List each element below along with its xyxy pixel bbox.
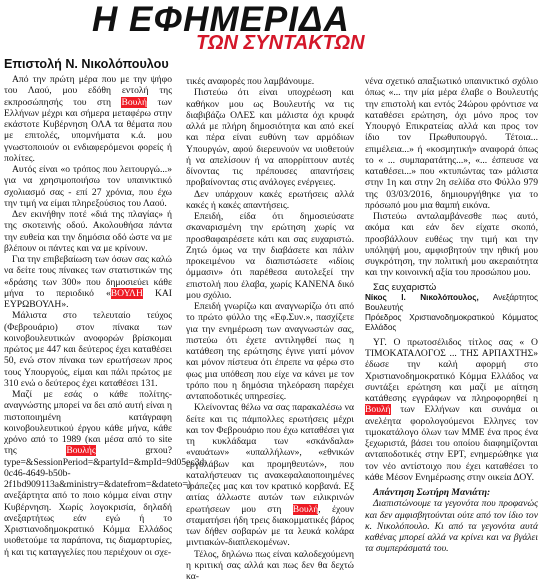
article-headline: Επιστολή Ν. Νικολόπουλου (4, 56, 176, 72)
masthead-title: Η ΕΦΗΜΕΡΙΔΑ (92, 2, 350, 38)
paragraph: Από την πρώτη μέρα που με την ψήφο του Λαού, μου εδόθη εντολή της εκπροσώπησής του στη Βουλή των Ελλήνων μέχρι και σήμερα μεταφέρω στην εκάστοτε Κυβέρνηση ΟΛΑ τα θέματα που με επιτολές, υπομνήματα κ.ά. μου γνωστοποιούν οι ενδιαφερόμενοι φορείς ή πολίτες. (4, 74, 172, 164)
paragraph: Κλείνοντας θέλω να σας παρακαλέσω να δείτε και τις πάμπολλες ερωτήσεις μέχρι και τον Φεβρουάριο που έχω καταθέσει για τη κυκλάδαμα των «σκάνδαλα» «ναυάτων» «υπαλλήλων», «εθνικών εργολάβων και προμηθευτών», που καταλήστευαν τις ανακεφαλαιοποιημένες τράπεζες μας και τον κρατικό κορβανά. Εξ αιτίας άλλωστε αυτών των ειλικρινών ερωτήσεων μου στη Βουλή, έχουν σταματήσει ήδη τρεις διακομματικές βάρος των δήθεν σοβαρών με τα λευκά κολάρα μιντιακών-διαπλεκομένων. (186, 402, 354, 548)
paragraph: Αυτός είναι «ο τρόπος που λειτουργώ...» για να χρησιμοποιήσω τον υπαινικτικό σχολιασμό σας - επί 27 χρόνια, που έχω την τιμή να είμαι πληρεξούσιος του Λαού. (4, 164, 172, 209)
reply-body: Διαπιστώνουμε τα γεγονότα που προφανώς και δεν αμφισβητούνται ούτε από τον ίδιο τον κ. Νικολόπουλο. Κι από τα γεγονότα αυτά καθένας μπορεί αλλά να κρίνει και να βγάλει τα συμπεράσματά του. (365, 498, 538, 554)
paragraph: τικές αναφορές που λαμβάνουμε. (186, 76, 354, 87)
signature-block (365, 282, 538, 333)
article-column-2 (186, 76, 354, 554)
masthead-subtitle: ΤΩΝ ΣΥΝΤΑΚΤΩΝ (196, 32, 365, 54)
paragraph: Επειδή, είδα ότι δημοσιεύσατε σκαναρισμένη την ερώτηση χωρίς να προσθαφαιρέσετε κάτι και σας ευχαριστώ. Ζητώ όμως να την διαβάσετε και πάλιν προκειμένου να διαπιστώσετε «ιδίοις όμμασιν» ότι παρέθεσα αυτολεξεί την επιστολή που έλαβα, χωρίς ΚΑΝΕΝΑ δικό μου σχόλιο. (186, 211, 354, 301)
paragraph: Δεν εκινήθην ποτέ «διά της πλαγίας» ή της σκοτεινής οδού. Ακολουθήσα πάντα την ευθεία και την δημόσια οδό ώστε να με βλέπουν οι πάντες και να με κρίνουν. (4, 209, 172, 254)
highlighted-word: ΒΟΥΛΗ (111, 288, 143, 299)
article-column-1 (4, 74, 172, 554)
paragraph: Επειδή γνωρίζω και αναγνωρίζω ότι από το πρώτο φύλλο της «Εφ.Συν.», πασχίζετε για την ενημέρωση των αναγνωστών σας, πιστεύω ότι έχετε αντιληφθεί πως η κατάθεση της ερώτησης έγινε γιατί μόνον και μόνον πίστευα ότι έπρεπε να φέρω στο φως μια υπόθεση που είχε να κάνει με τον τρόπο που η δημόσια τηλεόραση παρέχει ανταποδοτικές υπηρεσίες. (186, 301, 354, 402)
reply-heading: Απάντηση Σωτήρη Μανιάτη: (365, 487, 538, 498)
paragraph: Για την επιβεβαίωση των όσων σας καλώ να δείτε τους πίνακες των στατιστικών της «δράσης των 300» που δημοσιεύει κάθε μήνα το περιοδικό «ΒΟΥΛΗ ΚΑΙ ΕΥΡΩΒΟΥΛΗ». (4, 254, 172, 310)
highlighted-word: Βουλή (293, 504, 319, 515)
signature-line: Νίκος Ι. Νικολόπουλος, Ανεξάρτητος Βουλευτής (365, 293, 538, 313)
signature-name: Νίκος Ι. Νικολόπουλος, (365, 293, 479, 302)
paragraph: Δεν υπάρχουν κακές ερωτήσεις αλλά κακές ή κακές απαντήσεις. (186, 189, 354, 212)
highlighted-word: Βουλής (66, 445, 95, 456)
paragraph: Τέλος, δηλώνω πως είναι καλοδεχούμενη η κριτική σας αλλά και πως δεν θα δεχτώ κα- (186, 549, 354, 582)
paragraph: Μαζί με εσάς ο κάθε πολίτης-αναγνώστης μπορεί να δει από αυτή είναι η πιστοποιημένη κατάγραφη κοινοβουλευτικού έργου κάθε μήνα, κάθε χρόνο από το 1989 (και μέσα από το site της Βουλής grxou?type=&SessionPeriod=&partyId=&mpId=9d05ec3d-0c46-4649-b50b-2f1bd909113a&ministry=&datefrom=&dateto=) ανεξάρτητα από το ποιο κόμμα είναι στην Κυβέρνηση. Χωρίς λογοκρισία, δηλαδή ανεξαρτήτως εάν εγώ ή το Χριστιανοδημοκρατικό Κόμμα Ελλάδος υιοθετούμε τα παράπονα, τις διαμαρτυρίες, ή και τις καταγγελίες που περιέχουν οι σχε- (4, 389, 172, 558)
article-column-3 (365, 76, 538, 554)
highlighted-word: Βουλή (365, 404, 391, 415)
signature-role: Πρόεδρος Χριστιανοδημοκρατικού Κόμματος Ελλάδος (365, 313, 538, 333)
masthead (0, 0, 542, 58)
paragraph: νένα σχετικό απαξιωτικό υπαινικτικό σχόλιο όπως «... την μία μέρα έλαβε ο Βουλευτής την επιστολή και εντός 24ώρου φρόντισε να καταθέσει ερώτηση, όχι μόνο προς τον Υπουργό Επικρατείας αλλά και προς τον ίδιο τον Πρωθυπουργό. Τέτοια... επιμέλεια...» ή «κοσμητική» αναφορά όπως το « ... συμπαρατάτης...», «... έσπευσε να καταθέσει...» που «κτυπώντας τα» μάλιστα στην 1η και στην 2η σελίδα στο Φύλλο 979 της 03/03/2016, δημιουργήθηκε για το πρόσωπό μου μια θαμπή εικόνα. (365, 76, 538, 211)
paragraph: Μάλιστα στο τελευταίο τεύχος (Φεβρουάριο) στον πίνακα των κοινοβουλευτικών ανοφορών βρίσκομαι πρώτος με 447 και δεύτερος έχει καταθέσει 50, ενώ στον πίνακα των ερωτήσεων προς τους Υπουργούς, είμαι και πάλι πρώτος με 310 ενώ ο δεύτερος έχει καταθέσει 131. (4, 310, 172, 389)
paragraph: Πιστεύω ότι είναι υποχρέωση και καθήκον μου ως Βουλευτής να τις διαβιβάζω ΟΛΕΣ και μάλιστα όχι κρυφά αλλά με πλήρη δημοσιότητα και από εκεί και πέρα είναι ευθύνη των αρμόδιων Υπουργών, αφού διερευνούν να υιοθετούν ή να απελίσουν ή να απορρίπτουν αυτές δίνοντας τις πρέπουσες απαντήσεις προβαίνοντας στις ανάλογες ενέργειες. (186, 87, 354, 188)
highlighted-word: Βουλή (121, 97, 147, 108)
signature-greeting: Σας ευχαριστώ (365, 282, 538, 293)
paragraph: Πιστεύω ανταλαμβάνεσθε πως αυτό, ακόμα και εάν δεν είχατε σκοπό, προσβάλλουν ευθέως την τιμή και την υπόληψή μου, αμφισβητούν την ηθική μου συγκρότηση, την πολιτική μου ακεραιότητα και την κοινοινκή αξία του προσώπου μου. (365, 211, 538, 279)
paragraph: ΥΓ. Ο πρωτοσέλιδος τίτλος σας « Ο ΤΙΜΟΚΑΤΑΛΟΓΟΣ ... ΤΗΣ ΑΡΠΑΧΤΗΣ» έδωσε την καλή αφορμή στο Χριστιανοδημοκρατικό Κόμμα Ελλάδος να συντάξει ερώτηση και μαζί με αίτηση κατάθεσης εγγράφων να πληροφορηθεί η Βουλή των Ελλήνων και συνάμα οι ανελέητα φορολογούμενοι Ελληνες τον τιμοκατάλογο όλων των ΜΜΕ ένα προς ένα ξεχωριστά, βάσει του οποίου διαφημίζονται ανταποδοτικές στην ΕΡΤ, ενημερώθηκε για τον νέο αντίστοιχο που έχει καταθέσει το κάθε Μέσον Ενημέρωσης στην οικεία ΔΟΥ. (365, 337, 538, 483)
